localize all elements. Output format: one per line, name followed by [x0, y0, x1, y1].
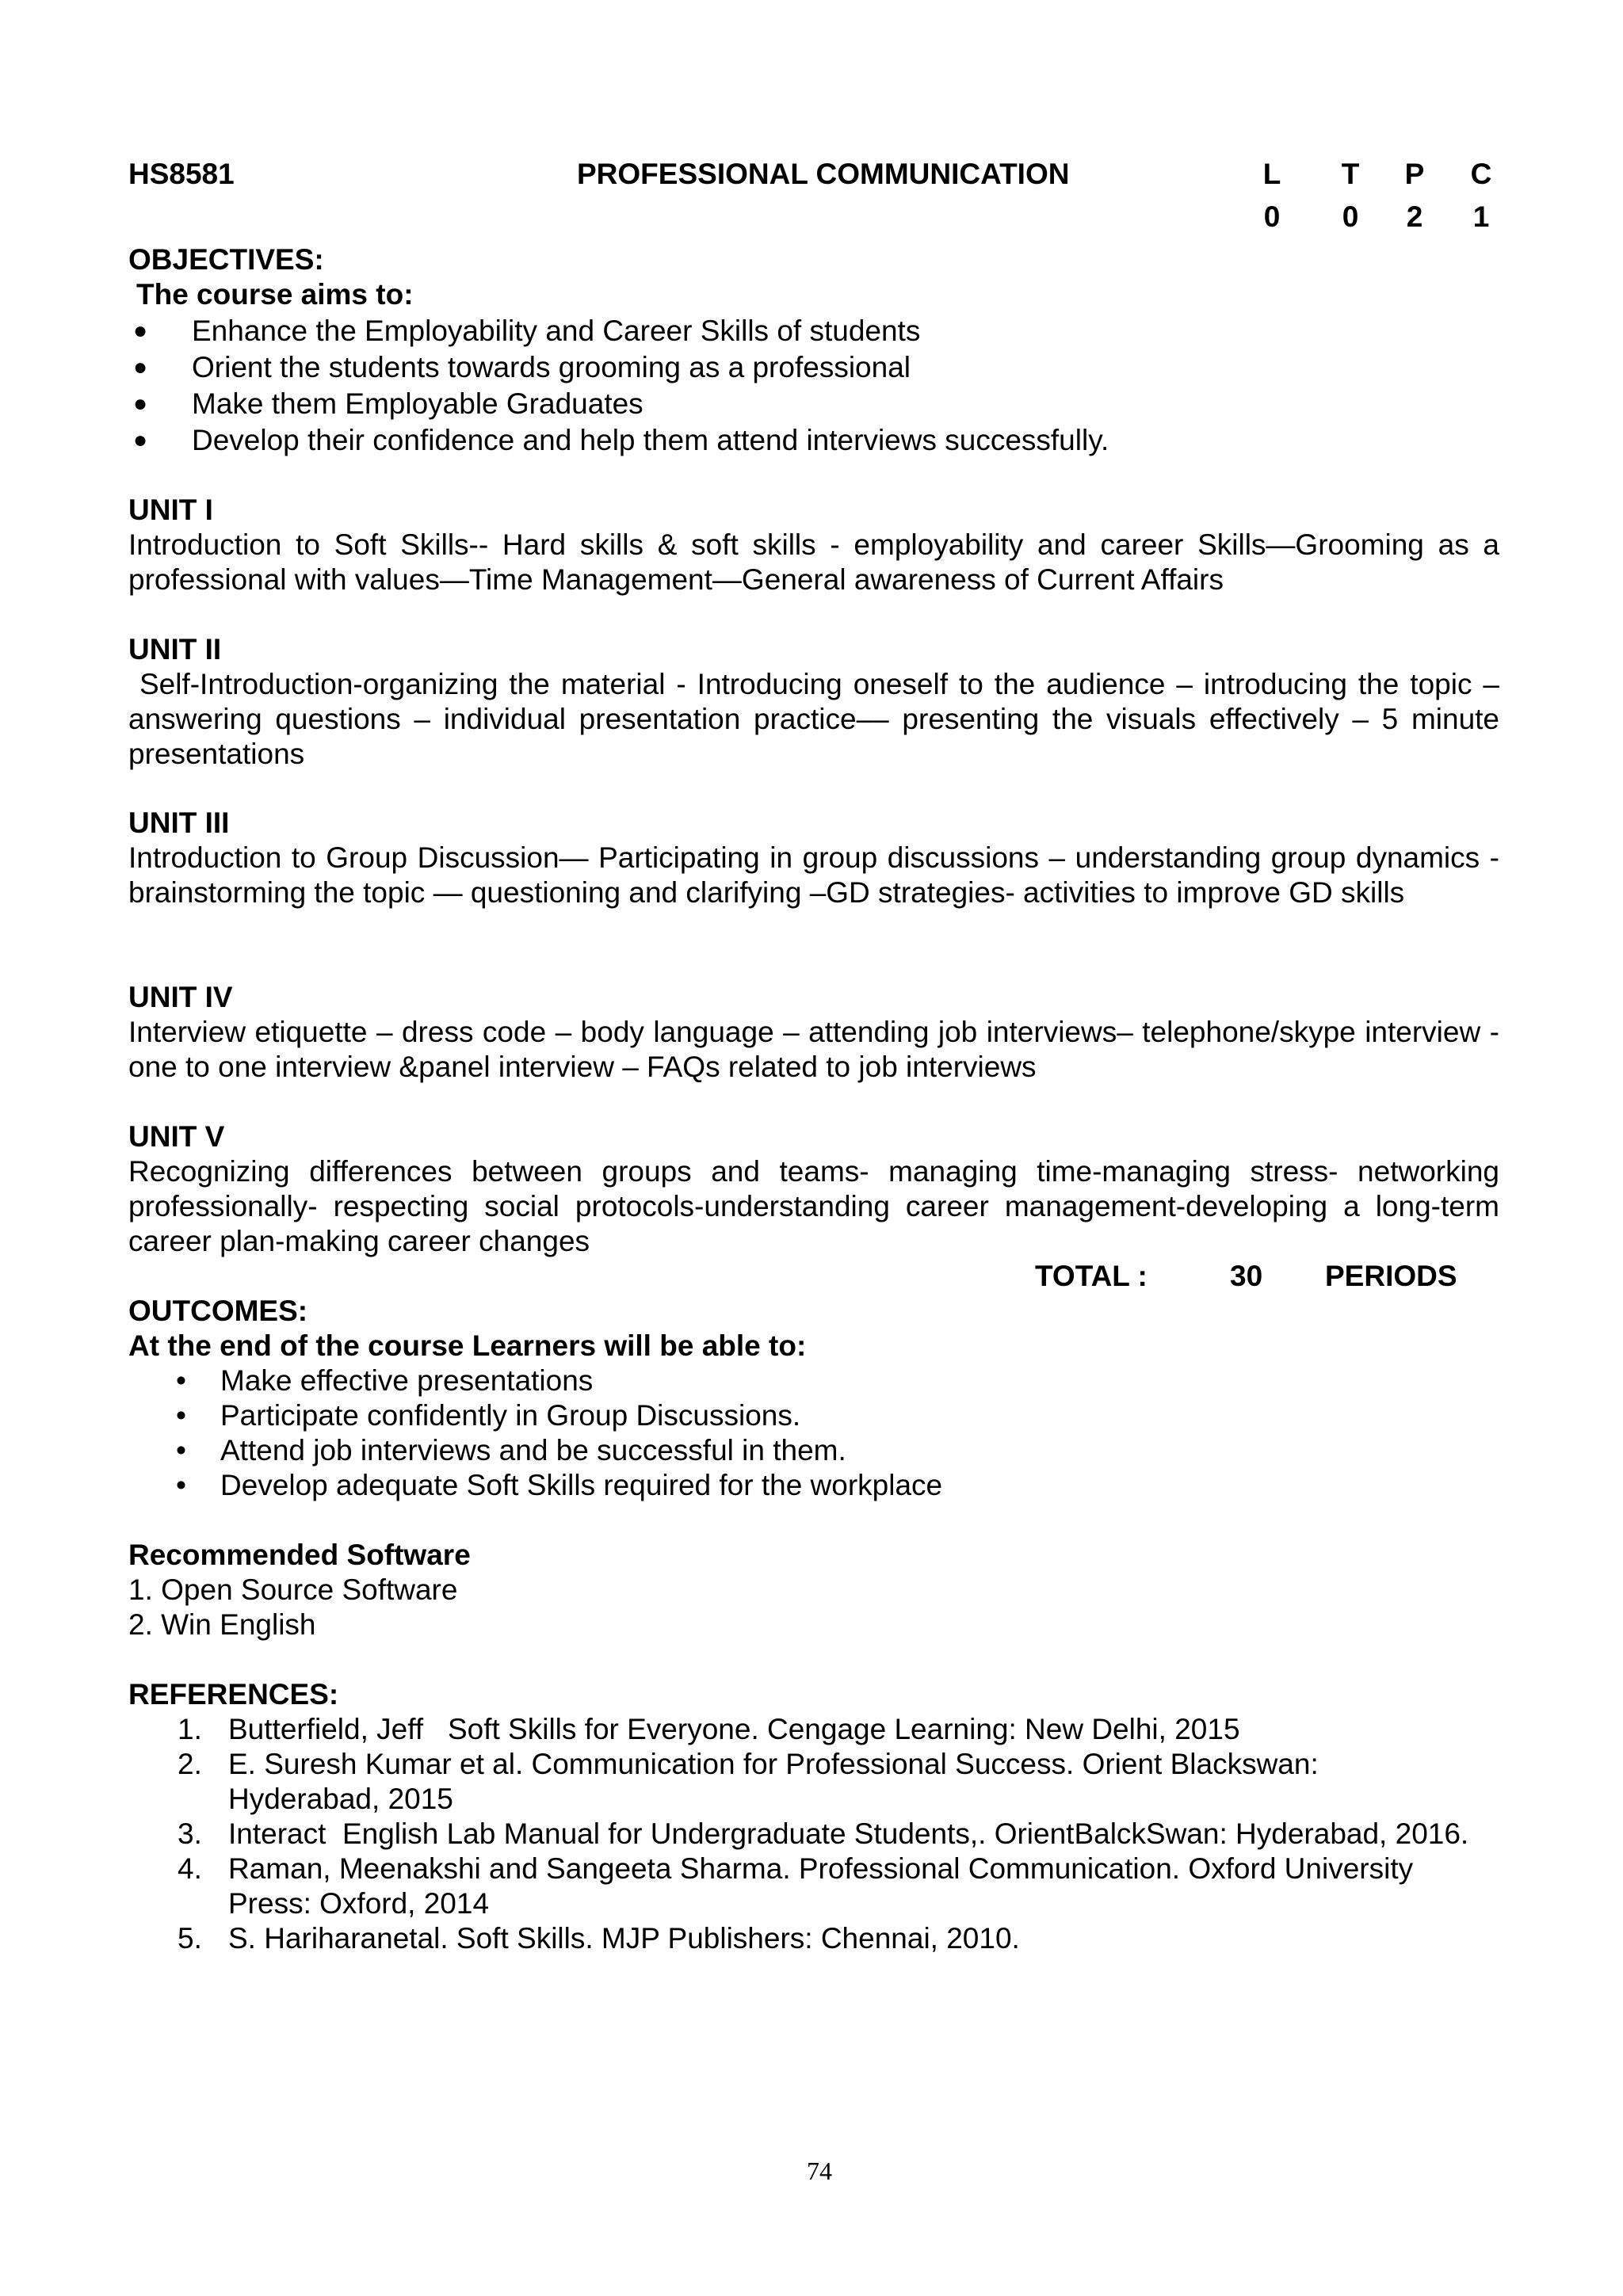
unit-3-title: UNIT III	[128, 807, 230, 839]
bullet-icon: •	[176, 1434, 186, 1466]
unit-1-title: UNIT I	[128, 494, 213, 526]
reference-text: Press: Oxford, 2014	[228, 1887, 490, 1920]
reference-text: E. Suresh Kumar et al. Communication for Professional Success. Orient Blackswan:	[228, 1748, 1319, 1780]
reference-number: 1.	[178, 1713, 202, 1745]
reference-text: Hyderabad, 2015	[228, 1783, 453, 1815]
unit-3-text: Introduction to Group Discussion— Participating in group discussions – understanding group dynamics - brainstorming the topic — questioning and clarifying –GD strategies- activities to improve GD skills	[128, 841, 1499, 909]
ltpc-label-t: T	[1341, 158, 1360, 190]
objective-item: Develop their confidence and help them attend interviews successfully.	[192, 424, 1109, 456]
unit-5-title: UNIT V	[128, 1120, 225, 1153]
unit-2-text: Self-Introduction-organizing the material - Introducing oneself to the audience – introducing the topic – answering questions – individual presentation practice–– presenting the visuals effectively – 5 minute presentations	[128, 668, 1508, 770]
ltpc-label-l: L	[1262, 158, 1281, 190]
reference-text: Butterfield, Jeff Soft Skills for Everyone. Cengage Learning: New Delhi, 2015	[228, 1713, 1240, 1745]
outcome-item: Develop adequate Soft Skills required for the workplace	[220, 1469, 943, 1501]
ltpc-label-p: P	[1404, 158, 1425, 190]
page-number: 74	[807, 2157, 832, 2185]
outcomes-heading: OUTCOMES:	[128, 1295, 308, 1327]
outcome-item: Make effective presentations	[220, 1364, 594, 1397]
total-label: TOTAL :	[1035, 1260, 1148, 1292]
software-heading: Recommended Software	[128, 1539, 471, 1571]
bullet-icon: ●	[133, 354, 148, 380]
bullet-icon: ●	[133, 391, 148, 417]
software-item: 1. Open Source Software	[128, 1573, 458, 1606]
bullet-icon: •	[176, 1469, 186, 1501]
ltpc-value-l: 0	[1263, 200, 1281, 233]
unit-5-text: Recognizing differences between groups and teams- managing time-managing stress- networking professionally- respecting social protocols-understanding career management-developing a long-term career plan-making career changes	[128, 1155, 1499, 1257]
reference-number: 5.	[178, 1922, 202, 1955]
ltpc-label-c: C	[1470, 158, 1492, 190]
ltpc-value-p: 2	[1406, 200, 1423, 233]
reference-number: 4.	[178, 1852, 202, 1885]
course-code: HS8581	[128, 158, 235, 190]
outcome-item: Participate confidently in Group Discussions.	[220, 1399, 801, 1432]
bullet-icon: ●	[133, 318, 148, 344]
objective-item: Make them Employable Graduates	[192, 387, 643, 420]
outcome-item: Attend job interviews and be successful in them.	[220, 1434, 846, 1466]
reference-text: Raman, Meenakshi and Sangeeta Sharma. Professional Communication. Oxford University	[228, 1852, 1414, 1885]
unit-2-title: UNIT II	[128, 633, 222, 666]
ltpc-value-c: 1	[1472, 200, 1490, 233]
objectives-intro: The course aims to:	[136, 278, 414, 311]
objective-item: Orient the students towards grooming as a professional	[192, 351, 911, 383]
references-heading: REFERENCES:	[128, 1678, 339, 1711]
ltpc-value-t: 0	[1342, 200, 1359, 233]
unit-4-text: Interview etiquette – dress code – body language – attending job interviews– telephone/skype interview -one to one interview &panel interview – FAQs related to job interviews	[128, 1016, 1499, 1083]
reference-text: S. Hariharanetal. Soft Skills. MJP Publishers: Chennai, 2010.	[228, 1922, 1020, 1955]
objectives-heading: OBJECTIVES:	[128, 243, 324, 276]
total-value: 30	[1230, 1260, 1263, 1292]
bullet-icon: ●	[133, 427, 148, 453]
unit-1-text: Introduction to Soft Skills-- Hard skills & soft skills - employability and career Skills—Grooming as a professional with values—Time Management—General awareness of Current Affairs	[128, 528, 1499, 596]
bullet-icon: •	[176, 1399, 186, 1432]
objective-item: Enhance the Employability and Career Skills of students	[192, 315, 921, 347]
software-item: 2. Win English	[128, 1608, 316, 1641]
reference-text: Interact English Lab Manual for Undergraduate Students,. OrientBalckSwan: Hyderabad, 2016.	[228, 1817, 1469, 1850]
course-title: PROFESSIONAL COMMUNICATION	[577, 158, 1070, 190]
reference-number: 2.	[178, 1748, 202, 1780]
reference-number: 3.	[178, 1817, 202, 1850]
total-unit: PERIODS	[1325, 1260, 1457, 1292]
bullet-icon: •	[176, 1364, 186, 1397]
outcomes-intro: At the end of the course Learners will be able to:	[128, 1329, 807, 1362]
unit-4-title: UNIT IV	[128, 981, 233, 1013]
